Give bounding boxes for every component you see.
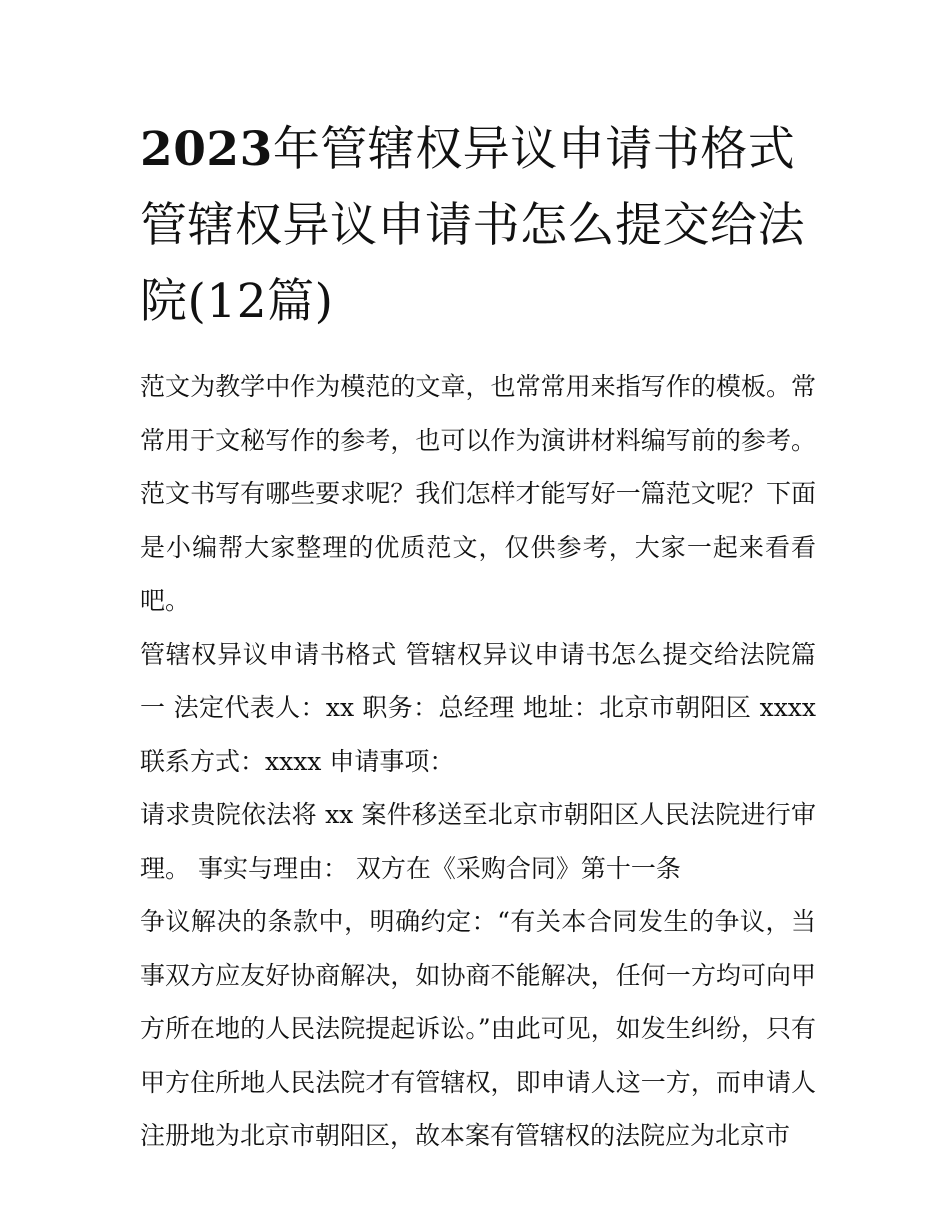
document-page bbox=[140, 112, 816, 1163]
title-text: 年管辖权异议申请书格式管辖权异议申请书怎么提交给法院(12篇) bbox=[140, 122, 805, 329]
paragraph-intro: 范文为教学中作为模范的文章，也常常用来指写作的模板。常常用于文秘写作的参考，也可以作为演讲材料编写前的参考。范文书写有哪些要求呢？我们怎样才能写好一篇范文呢？下面是小编帮大家整理的优质范文，仅供参考，大家一起来看看吧。 bbox=[140, 372, 816, 615]
document-title bbox=[140, 112, 816, 340]
paragraph-reasons: 争议解决的条款中，明确约定：“有关本合同发生的争议，当事双方应友好协商解决，如协商不能解决，任何一方均可向甲方所在地的人民法院提起诉讼。”由此可见，如发生纠纷，只有甲方住所地人民法院才有管辖权，即申请人这一方，而申请人注册地为北京市朝阳区，故本案有管辖权的法院应为北京市 bbox=[140, 907, 816, 1150]
paragraph-applicant-info: 管辖权异议申请书格式 管辖权异议申请书怎么提交给法院篇一 法定代表人：xx 职务：总经理 地址：北京市朝阳区 xxxx 联系方式：xxxx 申请事项： bbox=[140, 639, 816, 776]
document-body bbox=[140, 360, 816, 1163]
title-year: 2023 bbox=[140, 122, 273, 177]
paragraph-request: 请求贵院依法将 xx 案件移送至北京市朝阳区人民法院进行审理。 事实与理由： 双方在《采购合同》第十一条 bbox=[140, 800, 816, 883]
